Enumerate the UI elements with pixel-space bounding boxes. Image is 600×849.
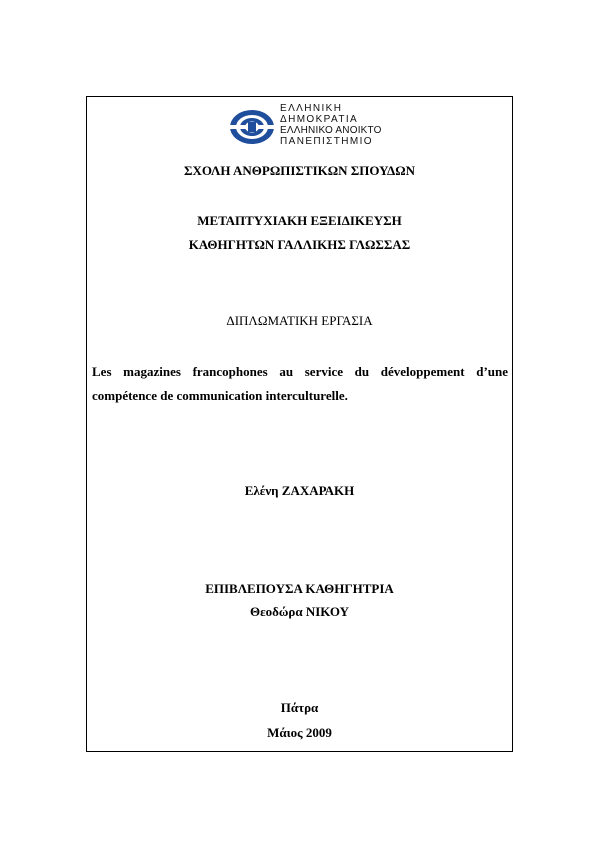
university-emblem-icon [228, 107, 276, 147]
author-name: Ελένη ΖΑΧΑΡΑΚΗ [244, 483, 355, 498]
school-name: ΣΧΟΛΗ ΑΝΘΡΩΠΙΣΤΙΚΩΝ ΣΠΟΥΔΩΝ [183, 163, 416, 178]
place: Πάτρα [280, 700, 319, 715]
logo-line-1: ΕΛΛΗΝΙΚΗ [280, 103, 343, 114]
document-type: ΔΙΠΛΩΜΑΤΙΚΗ ΕΡΓΑΣΙΑ [226, 313, 373, 328]
program-line-2: ΚΑΘΗΓΗΤΩΝ ΓΑΛΛΙΚΗΣ ΓΛΩΣΣΑΣ [188, 237, 411, 252]
date: Μάιος 2009 [267, 725, 332, 740]
supervisor-name: Θεοδώρα ΝΙΚΟΥ [249, 604, 350, 619]
supervisor-label: ΕΠΙΒΛΕΠΟΥΣΑ ΚΑΘΗΓΗΤΡΙΑ [205, 581, 394, 596]
university-logo [228, 103, 388, 151]
logo-line-4: ΠΑΝΕΠΙΣΤΗΜΙΟ [280, 136, 373, 147]
program-line-1: ΜΕΤΑΠΤΥΧΙΑΚΗ ΕΞΕΙΔΙΚΕΥΣΗ [197, 213, 402, 228]
logo-text [280, 103, 382, 147]
thesis-title-line-1: Les magazines francophones au service du développement d’une [92, 364, 508, 379]
page-border [86, 96, 513, 752]
logo-line-3: ΕΛΛΗΝΙΚΟ ΑΝΟΙΚΤΟ [280, 125, 382, 136]
thesis-title [92, 360, 508, 408]
logo-line-2: ΔΗΜΟΚΡΑΤΙΑ [280, 114, 359, 125]
thesis-title-line-2: compétence de communication interculturelle. [92, 388, 348, 403]
